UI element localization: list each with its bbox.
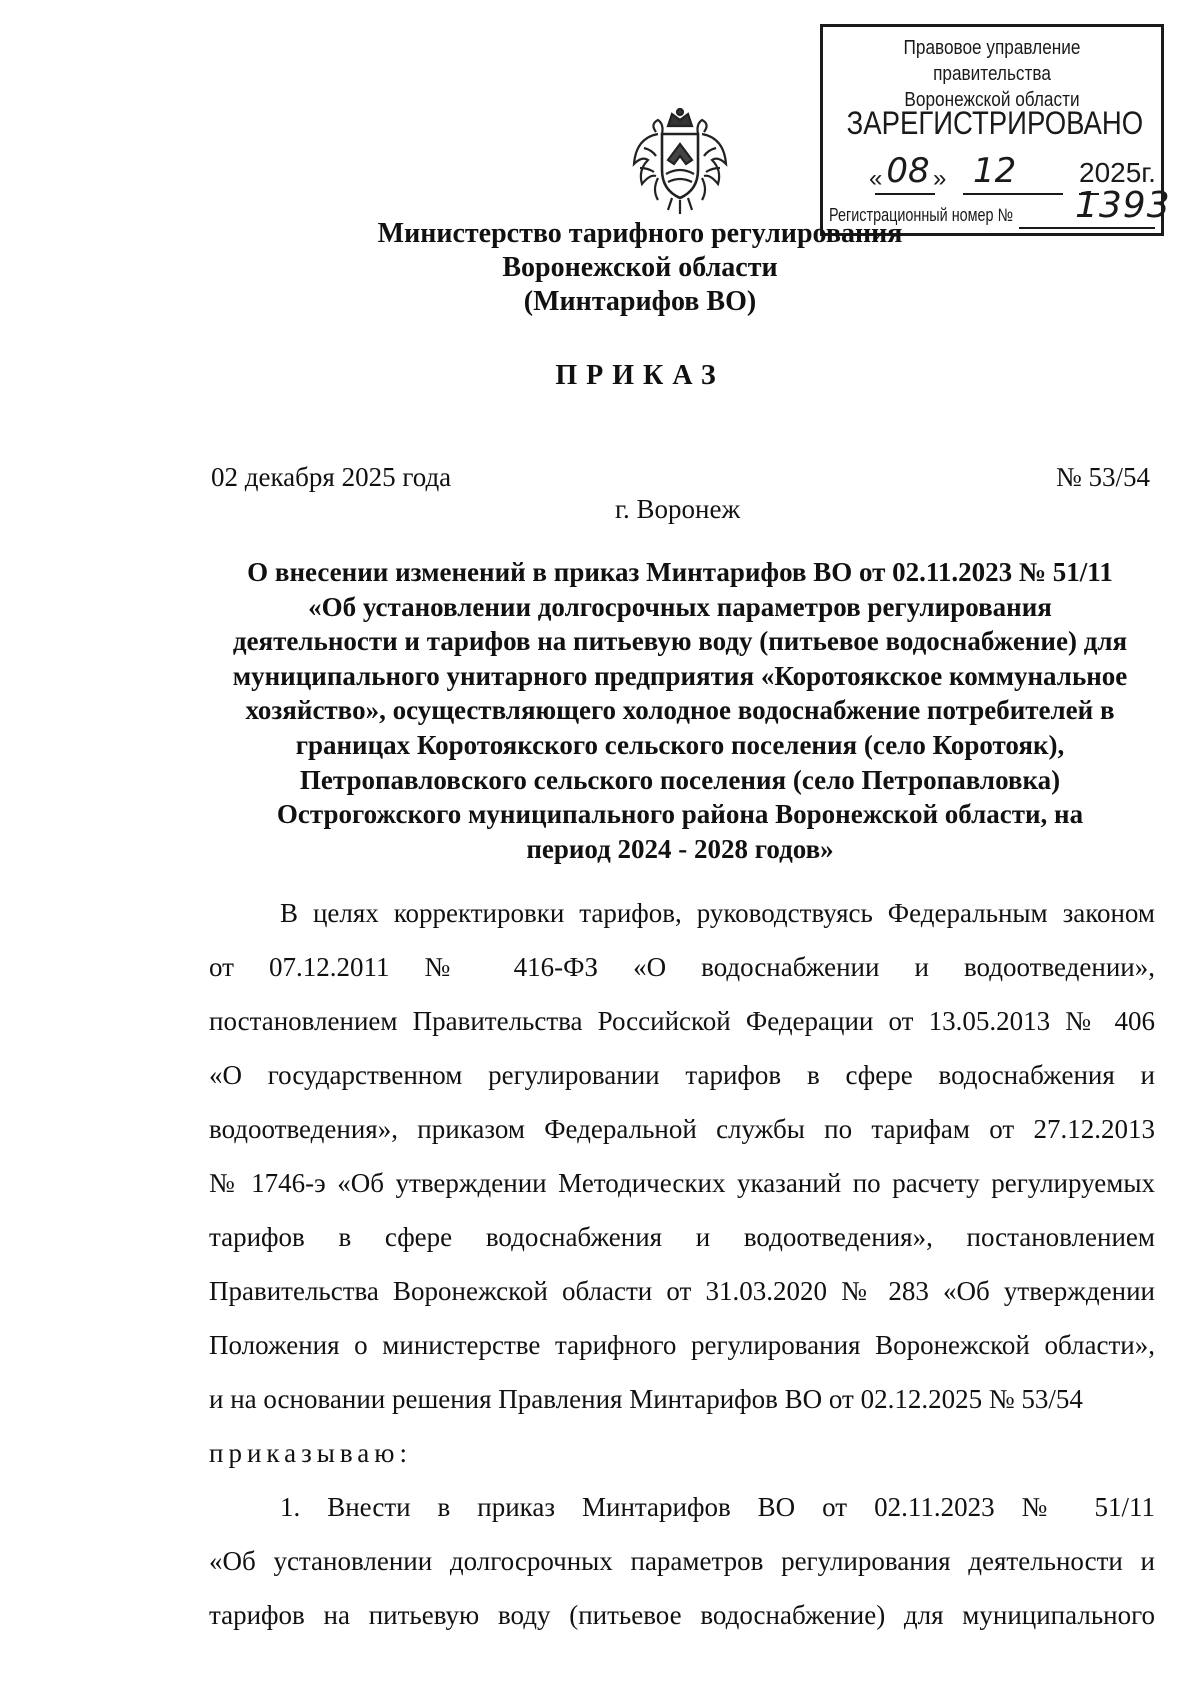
preamble-line: постановлением Правительства Российской Федерации от 13.05.2013 № 406 — [209, 1006, 1155, 1036]
ministry-name-line-2: Воронежской области — [502, 252, 778, 283]
stamp-day-underline — [875, 193, 935, 195]
order-word: приказываю: — [209, 1438, 412, 1468]
title-line: О внесении изменений в приказ Минтарифов ВО от 02.11.2023 № 51/11 — [247, 557, 1113, 587]
ministry-abbreviation: (Минтарифов ВО) — [523, 286, 757, 317]
preamble-line: водоотведения», приказом Федеральной службы по тарифам от 27.12.2013 — [209, 1114, 1155, 1144]
preamble-line: тарифов в сфере водоснабжения и водоотведения», постановлением — [209, 1222, 1155, 1252]
document-city: г. Воронеж — [615, 494, 741, 524]
preamble-line: В целях корректировки тарифов, руководствуясь Федеральным законом — [280, 898, 1155, 928]
stamp-organization-line: Правовое управление правительства — [903, 37, 1081, 85]
preamble-line: Положения о министерстве тарифного регулирования Воронежской области», — [209, 1330, 1155, 1360]
preamble-line: № 1746-э «Об утверждении Методических указаний по расчету регулируемых — [209, 1168, 1155, 1198]
coat-of-arms-icon — [628, 104, 732, 216]
document-type: ПРИКАЗ — [555, 360, 725, 391]
item-1-line: тарифов на питьевую воду (питьевое водоснабжение) для муниципального — [209, 1600, 1155, 1630]
title-line: период 2024 - 2028 годов» — [526, 833, 834, 864]
stamp-reg-number: 1393 — [1075, 185, 1171, 226]
title-line: «Об установлении долгосрочных параметров регулирования — [308, 591, 1052, 622]
registration-stamp — [820, 24, 1171, 236]
title-line: муниципального унитарного предприятия «Коротоякское коммунальное — [232, 660, 1128, 691]
preamble-line: и на основании решения Правления Минтарифов ВО от 02.12.2025 № 53/54 — [209, 1384, 1083, 1414]
stamp-quote-open: « — [869, 165, 883, 192]
title-line: Острогожского муниципального района Воронежской области, на — [276, 799, 1084, 830]
document-date: 02 декабря 2025 года — [211, 462, 452, 492]
preamble-line: «О государственном регулировании тарифов в сфере водоснабжения и — [209, 1060, 1155, 1090]
title-line: хозяйство», осуществляющего холодное водоснабжение потребителей в — [245, 695, 1115, 726]
stamp-month: 12 — [973, 151, 1017, 191]
preamble-line: от 07.12.2011 № 416-ФЗ «О водоснабжении и водоотведении», — [209, 952, 1155, 982]
item-1-line: «Об установлении долгосрочных параметров регулирования деятельности и — [209, 1546, 1155, 1576]
ministry-name-line-1: Министерство тарифного регулирования — [377, 218, 903, 249]
title-line: границах Коротоякского сельского поселения (село Коротояк), — [295, 729, 1065, 760]
stamp-day: 08 — [886, 151, 930, 191]
stamp-quote-close: » — [933, 165, 947, 192]
preamble-line: Правительства Воронежской области от 31.03.2020 № 283 «Об утверждении — [209, 1276, 1155, 1306]
stamp-year: 2025г. — [1079, 157, 1156, 188]
stamp-month-underline — [963, 193, 1063, 195]
stamp-organization-line: Воронежской области — [904, 89, 1080, 111]
document-number: № 53/54 — [1055, 462, 1150, 492]
stamp-status: ЗАРЕГИСТРИРОВАНО — [846, 105, 1144, 141]
document-title — [205, 555, 1155, 866]
stamp-organization — [847, 35, 1138, 113]
title-line: Петропавловского сельского поселения (село Петропавловка) — [299, 764, 1061, 795]
item-1-line: 1. Внести в приказ Минтарифов ВО от 02.11.2023 № 51/11 — [280, 1492, 1155, 1522]
stamp-reg-label: Регистрационный номер № — [829, 205, 1014, 225]
title-line: деятельности и тарифов на питьевую воду (питьевое водоснабжение) для — [232, 626, 1128, 657]
